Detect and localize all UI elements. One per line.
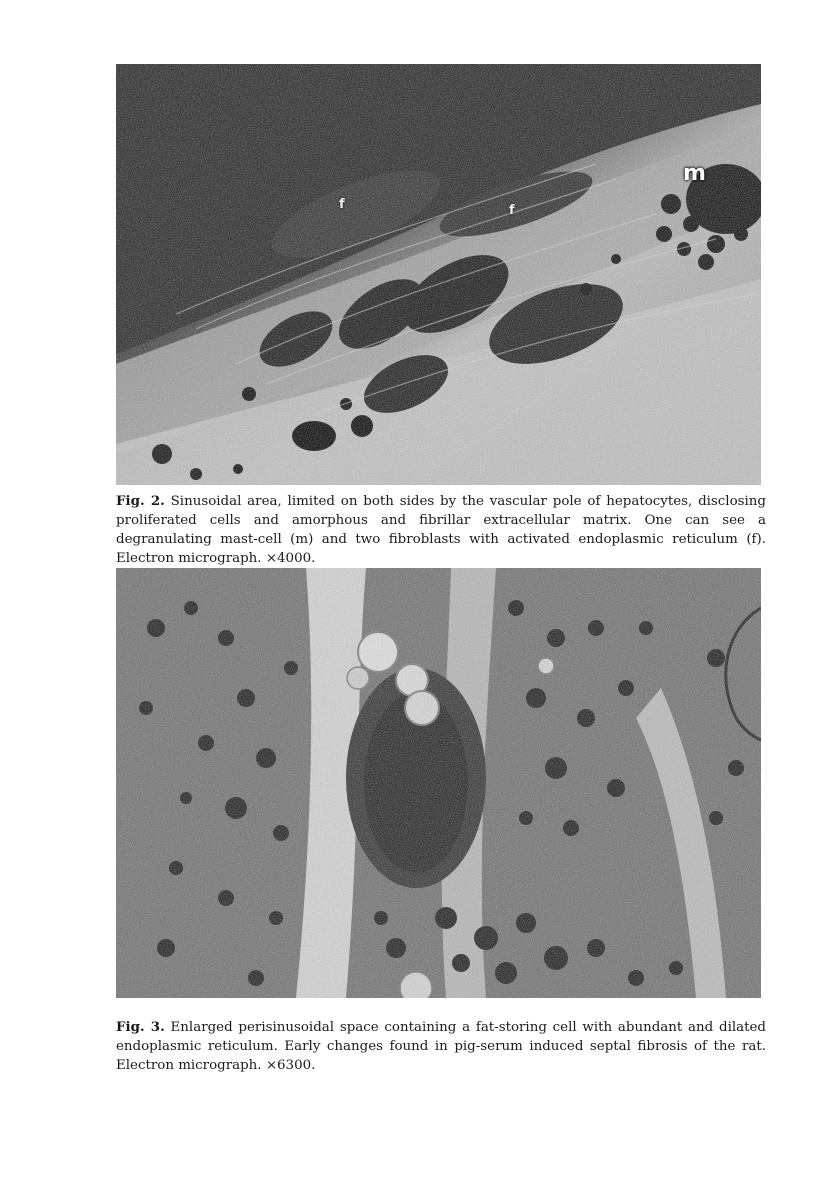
- figure-3-micrograph: [116, 568, 761, 998]
- figure-3-caption-label: Fig. 3.: [116, 1019, 165, 1035]
- figure-2-caption-text: Sinusoidal area, limited on both sides by the vascular pole of hepatocytes, disclosing proliferated cells and amorphous and fibrillar extracellular matrix. One can see a degranulating mast-cell (m) and two fibroblasts with activated endoplasmic reticulum (f). Electron micrograph. ×4000.: [116, 494, 766, 566]
- figure-2-caption-label: Fig. 2.: [116, 493, 165, 509]
- figure-2-micrograph: [116, 64, 761, 485]
- figure-2-caption: [116, 492, 766, 568]
- figure-3-caption-text: Enlarged perisinusoidal space containing a fat-storing cell with abundant and dilated endoplasmic reticulum. Early changes found in pig-serum induced septal fibrosis of the rat. Electron micrograph. ×6300.: [116, 1020, 766, 1073]
- micrograph-2-image: [116, 64, 761, 485]
- fibroblast-label-2: f: [509, 203, 515, 218]
- micrograph-3-image: [116, 568, 761, 998]
- figure-3-caption: [116, 1018, 766, 1075]
- mast-cell-label: m: [683, 161, 706, 186]
- fibroblast-label-1: f: [339, 197, 345, 212]
